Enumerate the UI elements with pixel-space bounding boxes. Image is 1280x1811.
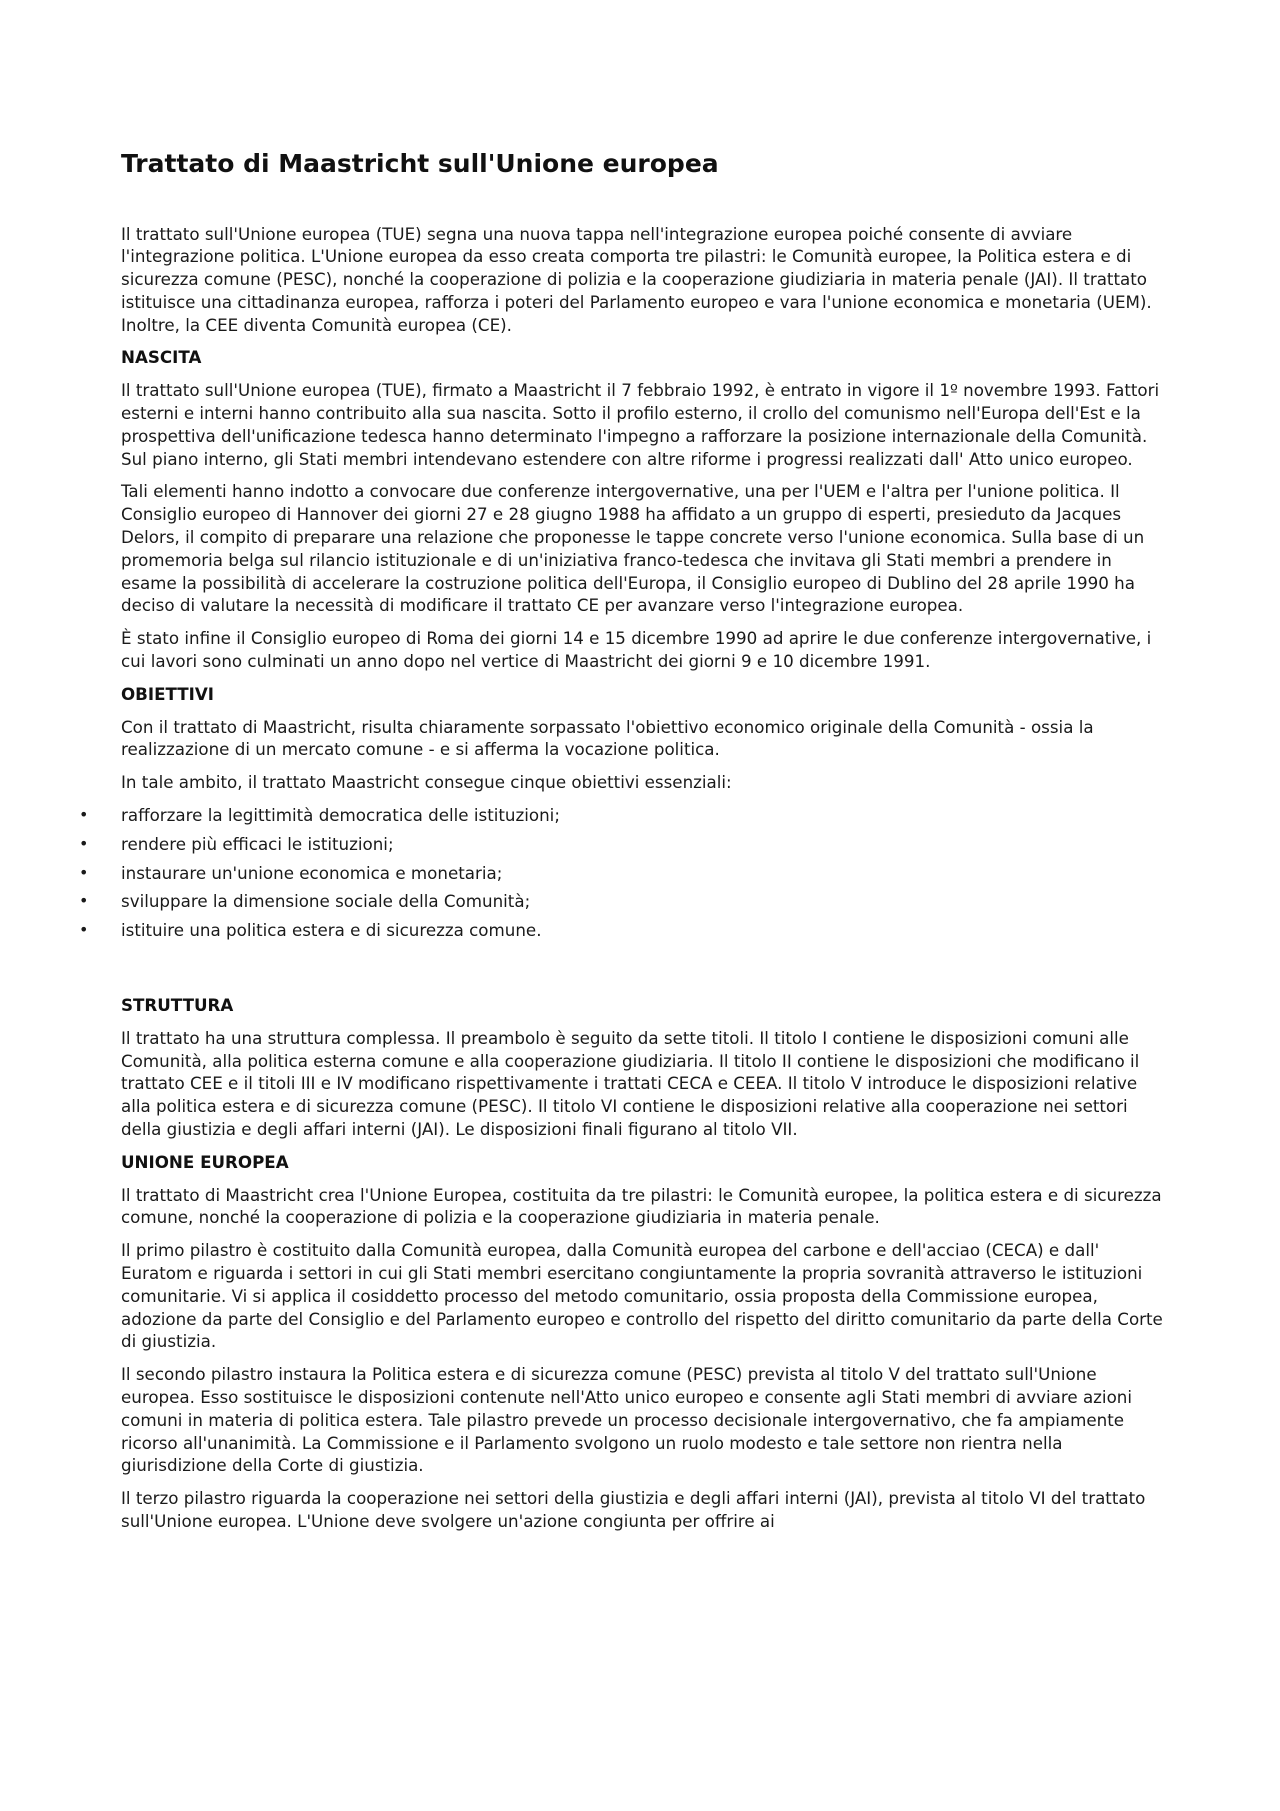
bullet-icon: • bbox=[79, 891, 89, 911]
unione-paragraph-2: Il primo pilastro è costituito dalla Comunità europea, dalla Comunità europea del carbone e dell'acciao (CECA) e dall' Euratom e riguarda i settori in cui gli Stati membri esercitano congiuntamente la propria sovranità attraverso le istituzioni comunitarie. Vi si applica il cosiddetto processo del metodo comunitario, ossia proposta della Commissione europea, adozione da parte del Consiglio e del Parlamento europeo e controllo del rispetto del diritto comunitario da parte della Corte di giustizia. bbox=[121, 1240, 1163, 1352]
list-item: • istituire una politica estera e di sicurezza comune. bbox=[79, 920, 542, 941]
bullet-icon: • bbox=[79, 833, 89, 853]
section-heading-nascita: NASCITA bbox=[121, 347, 202, 368]
section-heading-obiettivi: OBIETTIVI bbox=[121, 683, 214, 704]
nascita-paragraph-2: Tali elementi hanno indotto a convocare due conferenze intergovernative, una per l'UEM e l'altra per l'unione politica. Il Consiglio europeo di Hannover dei giorni 27 e 28 giugno 1988 ha affidato a un gruppo di esperti, presieduto da Jacques Delors, il compito di preparare una relazione che proponesse le tappe concrete verso l'unione economica. Sulla base di un promemoria belga sul rilancio istituzionale e di un'iniziativa franco-tedesca che invitava gli Stati membri a prendere in esame la possibilità di accelerare la costruzione politica dell'Europa, il Consiglio europeo di Dublino del 28 aprile 1990 ha deciso di valutare la necessità di modificare il trattato CE per avanzare verso l'integrazione europea. bbox=[121, 481, 1145, 616]
list-item: • rafforzare la legittimità democratica delle istituzioni; bbox=[79, 805, 560, 826]
unione-paragraph-1: Il trattato di Maastricht crea l'Unione Europea, costituita da tre pilastri: le Comunità europee, la politica estera e di sicurezza comune, nonché la cooperazione di polizia e la cooperazione giudiziaria in materia penale. bbox=[121, 1184, 1162, 1228]
list-item: • instaurare un'unione economica e monetaria; bbox=[79, 862, 503, 883]
section-heading-struttura: STRUTTURA bbox=[121, 995, 234, 1016]
bullet-icon: • bbox=[79, 862, 89, 882]
unione-paragraph-4: Il terzo pilastro riguarda la cooperazione nei settori della giustizia e degli affari interni (JAI), prevista al titolo VI del trattato sull'Unione europea. L'Unione deve svolgere un'azione congiunta per offrire ai bbox=[121, 1488, 1146, 1531]
nascita-paragraph-1: Il trattato sull'Unione europea (TUE), firmato a Maastricht il 7 febbraio 1992, è entrato in vigore il 1º novembre 1993. Fattori esterni e interni hanno contribuito alla sua nascita. Sotto il profilo esterno, il crollo del comunismo nell'Europa dell'Est e la prospettiva dell'unificazione tedesca hanno determinato l'impegno a rafforzare la posizione internazionale della Comunità. Sul piano interno, gli Stati membri intendevano estendere con altre riforme i progressi realizzati dall' Atto unico europeo. bbox=[121, 380, 1160, 469]
list-item: • rendere più efficaci le istituzioni; bbox=[79, 833, 394, 854]
list-item: • sviluppare la dimensione sociale della Comunità; bbox=[79, 891, 531, 912]
objectives-list bbox=[79, 804, 1171, 942]
struttura-paragraph-1: Il trattato ha una struttura complessa. Il preambolo è seguito da sette titoli. Il titolo I contiene le disposizioni comuni alle Comunità, alla politica esterna comune e alla cooperazione giudiziaria. Il titolo II contiene le disposizioni che modificano il trattato CEE e il titoli III e IV modificano rispettivamente i trattati CECA e CEEA. Il titolo V introduce le disposizioni relative alla politica estera e di sicurezza comune (PESC). Il titolo VI contiene le disposizioni relative alla cooperazione nei settori della giustizia e degli affari interni (JAI). Le disposizioni finali figurano al titolo VII. bbox=[121, 1027, 1140, 1139]
unione-paragraph-3: Il secondo pilastro instaura la Politica estera e di sicurezza comune (PESC) prevista al titolo V del trattato sull'Unione europea. Esso sostituisce le disposizioni contenute nell'Atto unico europeo e consente agli Stati membri di avviare azioni comuni in materia di politica estera. Tale pilastro prevede un processo decisionale intergovernativo, che fa ampiamente ricorso all'unanimità. La Commissione e il Parlamento svolgono un ruolo modesto e tale settore non rientra nella giurisdizione della Corte di giustizia. bbox=[121, 1364, 1132, 1476]
nascita-paragraph-3: È stato infine il Consiglio europeo di Roma dei giorni 14 e 15 dicembre 1990 ad aprire le due conferenze intergovernative, i cui lavori sono culminati un anno dopo nel vertice di Maastricht dei giorni 9 e 10 dicembre 1991. bbox=[121, 628, 1152, 672]
section-heading-unione-europea: UNIONE EUROPEA bbox=[121, 1151, 289, 1172]
bullet-icon: • bbox=[79, 920, 89, 940]
obiettivi-paragraph-1: Con il trattato di Maastricht, risulta chiaramente sorpassato l'obiettivo economico originale della Comunità - ossia la realizzazione di un mercato comune - e si afferma la vocazione politica. bbox=[121, 716, 1094, 760]
document-page bbox=[79, 148, 1171, 1543]
section-spacer bbox=[121, 948, 1171, 994]
bullet-icon: • bbox=[79, 805, 89, 825]
obiettivi-paragraph-2: In tale ambito, il trattato Maastricht consegue cinque obiettivi essenziali: bbox=[121, 772, 732, 793]
intro-paragraph: Il trattato sull'Unione europea (TUE) segna una nuova tappa nell'integrazione europea poiché consente di avviare l'integrazione politica. L'Unione europea da esso creata comporta tre pilastri: le Comunità europee, la Politica estera e di sicurezza comune (PESC), nonché la cooperazione di polizia e la cooperazione giudiziaria in materia penale (JAI). Il trattato istituisce una cittadinanza europea, rafforza i poteri del Parlamento europeo e vara l'unione economica e monetaria (UEM). Inoltre, la CEE diventa Comunità europea (CE). bbox=[121, 223, 1152, 335]
page-title: Trattato di Maastricht sull'Unione europea bbox=[121, 149, 719, 178]
